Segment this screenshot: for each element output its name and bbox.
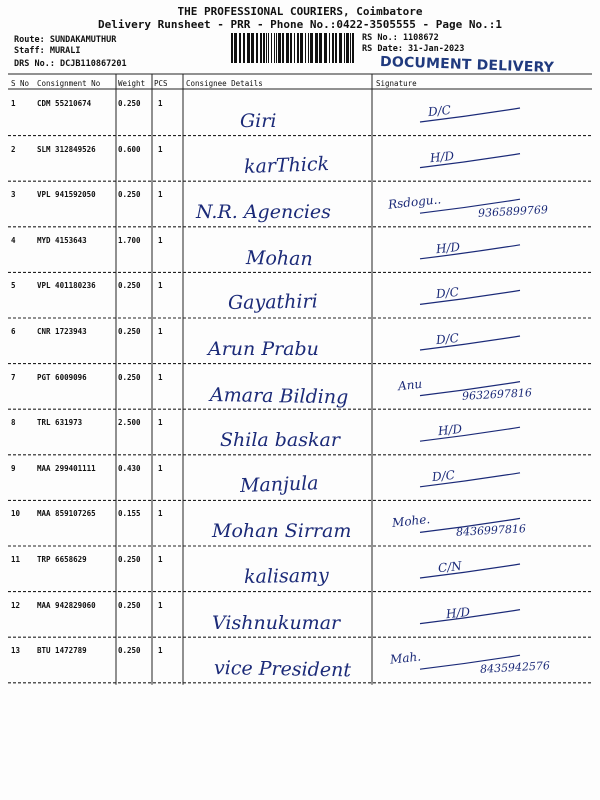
row-consignee-name: N.R. Agencies <box>196 201 331 224</box>
row-signature: H/D <box>435 239 461 257</box>
row-pcs: 1 <box>158 600 163 610</box>
row-sno: 4 <box>11 235 16 245</box>
row-consignment-no: TRL 631973 <box>37 418 83 428</box>
row-weight: 0.250 <box>118 372 141 382</box>
row-consignment-no: MAA 942829060 <box>37 600 96 610</box>
route-label: Route: SUNDAKAMUTHUR <box>14 35 117 45</box>
row-consignee-name: Vishnukumar <box>212 611 341 634</box>
row-weight: 0.250 <box>118 327 141 336</box>
row-weight: 2.500 <box>118 418 141 428</box>
col-header-pcs: PCS <box>154 79 168 88</box>
row-phone-number: 8436997816 <box>455 522 527 540</box>
row-consignment-no: TRP 6658629 <box>37 555 87 564</box>
row-signature: D/C <box>431 467 456 484</box>
row-consignment-no: PGT 6009096 <box>37 372 87 382</box>
row-weight: 0.250 <box>118 99 141 108</box>
row-signature: H/D <box>429 148 455 165</box>
row-weight: 0.600 <box>118 144 141 154</box>
row-consignee-name: Mohan <box>245 246 313 270</box>
row-weight: 0.250 <box>118 190 141 200</box>
row-consignment-no: CNR 1723943 <box>37 327 87 336</box>
row-pcs: 1 <box>158 281 163 291</box>
row-signature: D/C <box>435 285 460 302</box>
row-signature: H/D <box>437 421 463 439</box>
row-signature: D/C <box>427 102 452 120</box>
row-pcs: 1 <box>158 509 163 519</box>
col-header-weight: Weight <box>118 79 146 88</box>
row-phone-number: 9632697816 <box>461 385 533 403</box>
document-title: THE PROFESSIONAL COURIERS, Coimbatore <box>177 5 423 18</box>
col-header-details: Consignee Details <box>186 79 263 88</box>
row-sno: 11 <box>11 555 21 564</box>
row-consignee-name: vice President <box>213 657 352 682</box>
row-sno: 6 <box>11 327 16 336</box>
row-consignee-name: karThick <box>243 152 330 178</box>
row-signature: H/D <box>445 604 471 621</box>
row-pcs: 1 <box>158 372 163 382</box>
row-weight: 0.250 <box>118 646 141 656</box>
row-sno: 7 <box>11 372 16 382</box>
rs-date: RS Date: 31-Jan-2023 <box>362 44 465 54</box>
row-pcs: 1 <box>158 418 163 428</box>
rs-number: RS No.: 1108672 <box>362 33 439 43</box>
row-signature: Mah. <box>389 649 422 667</box>
row-consignment-no: VPL 401180236 <box>37 281 96 291</box>
row-signature: Rsdogu.. <box>387 192 442 212</box>
row-consignee-name: Giri <box>240 110 277 132</box>
col-header-signature: Signature <box>376 79 417 88</box>
row-sno: 10 <box>11 509 21 519</box>
row-consignee-name: kalisamy <box>243 564 330 588</box>
document-delivery-stamp: DOCUMENT DELIVERY <box>379 53 555 77</box>
col-header-consignment: Consignment No <box>37 79 101 88</box>
row-signature: Mohe. <box>391 512 431 531</box>
row-phone-number: 9365899769 <box>477 203 549 221</box>
drs-number: DRS No.: DCJB110867201 <box>14 59 127 69</box>
row-weight: 0.155 <box>118 509 141 519</box>
row-weight: 0.250 <box>118 281 141 291</box>
row-pcs: 1 <box>158 646 163 656</box>
row-consignee-name: Amara Bilding <box>209 383 349 409</box>
runsheet-subtitle: Delivery Runsheet - PRR - Phone No.:0422-3505555 - Page No.:1 <box>98 18 502 31</box>
row-signature: D/C <box>435 330 460 348</box>
row-sno: 1 <box>11 99 16 108</box>
row-signature: C/N <box>437 558 463 576</box>
row-consignee-name: Mohan Sirram <box>212 520 352 543</box>
row-sno: 12 <box>11 600 21 610</box>
row-sno: 9 <box>11 463 16 473</box>
row-pcs: 1 <box>158 555 163 564</box>
row-consignee-name: Arun Prabu <box>208 338 319 360</box>
row-consignee-name: Manjula <box>239 472 319 497</box>
row-consignee-name: Gayathiri <box>227 290 318 315</box>
row-weight: 1.700 <box>118 235 141 245</box>
row-consignment-no: CDM 55210674 <box>37 99 92 108</box>
row-consignee-name: Shila baskar <box>220 429 340 452</box>
row-pcs: 1 <box>158 144 163 154</box>
row-pcs: 1 <box>158 327 163 336</box>
row-pcs: 1 <box>158 235 163 245</box>
row-sno: 3 <box>11 190 16 200</box>
row-weight: 0.250 <box>118 555 141 564</box>
row-phone-number: 8435942576 <box>479 659 551 677</box>
staff-label: Staff: MURALI <box>14 46 81 56</box>
row-consignment-no: MAA 299401111 <box>37 463 96 473</box>
row-signature: Anu <box>397 376 423 393</box>
row-consignment-no: BTU 1472789 <box>37 646 87 656</box>
row-consignment-no: MYD 4153643 <box>37 235 87 245</box>
row-sno: 13 <box>11 646 21 656</box>
row-pcs: 1 <box>158 190 163 200</box>
row-sno: 8 <box>11 418 16 428</box>
row-consignment-no: SLM 312849526 <box>37 144 96 154</box>
row-weight: 0.250 <box>118 600 141 610</box>
row-consignment-no: MAA 859107265 <box>37 509 96 519</box>
row-sno: 5 <box>11 281 16 291</box>
col-header-sno: S No <box>11 79 30 88</box>
row-consignment-no: VPL 941592050 <box>37 190 96 200</box>
row-weight: 0.430 <box>118 463 141 473</box>
row-pcs: 1 <box>158 463 163 473</box>
row-pcs: 1 <box>158 99 163 108</box>
row-sno: 2 <box>11 144 16 154</box>
